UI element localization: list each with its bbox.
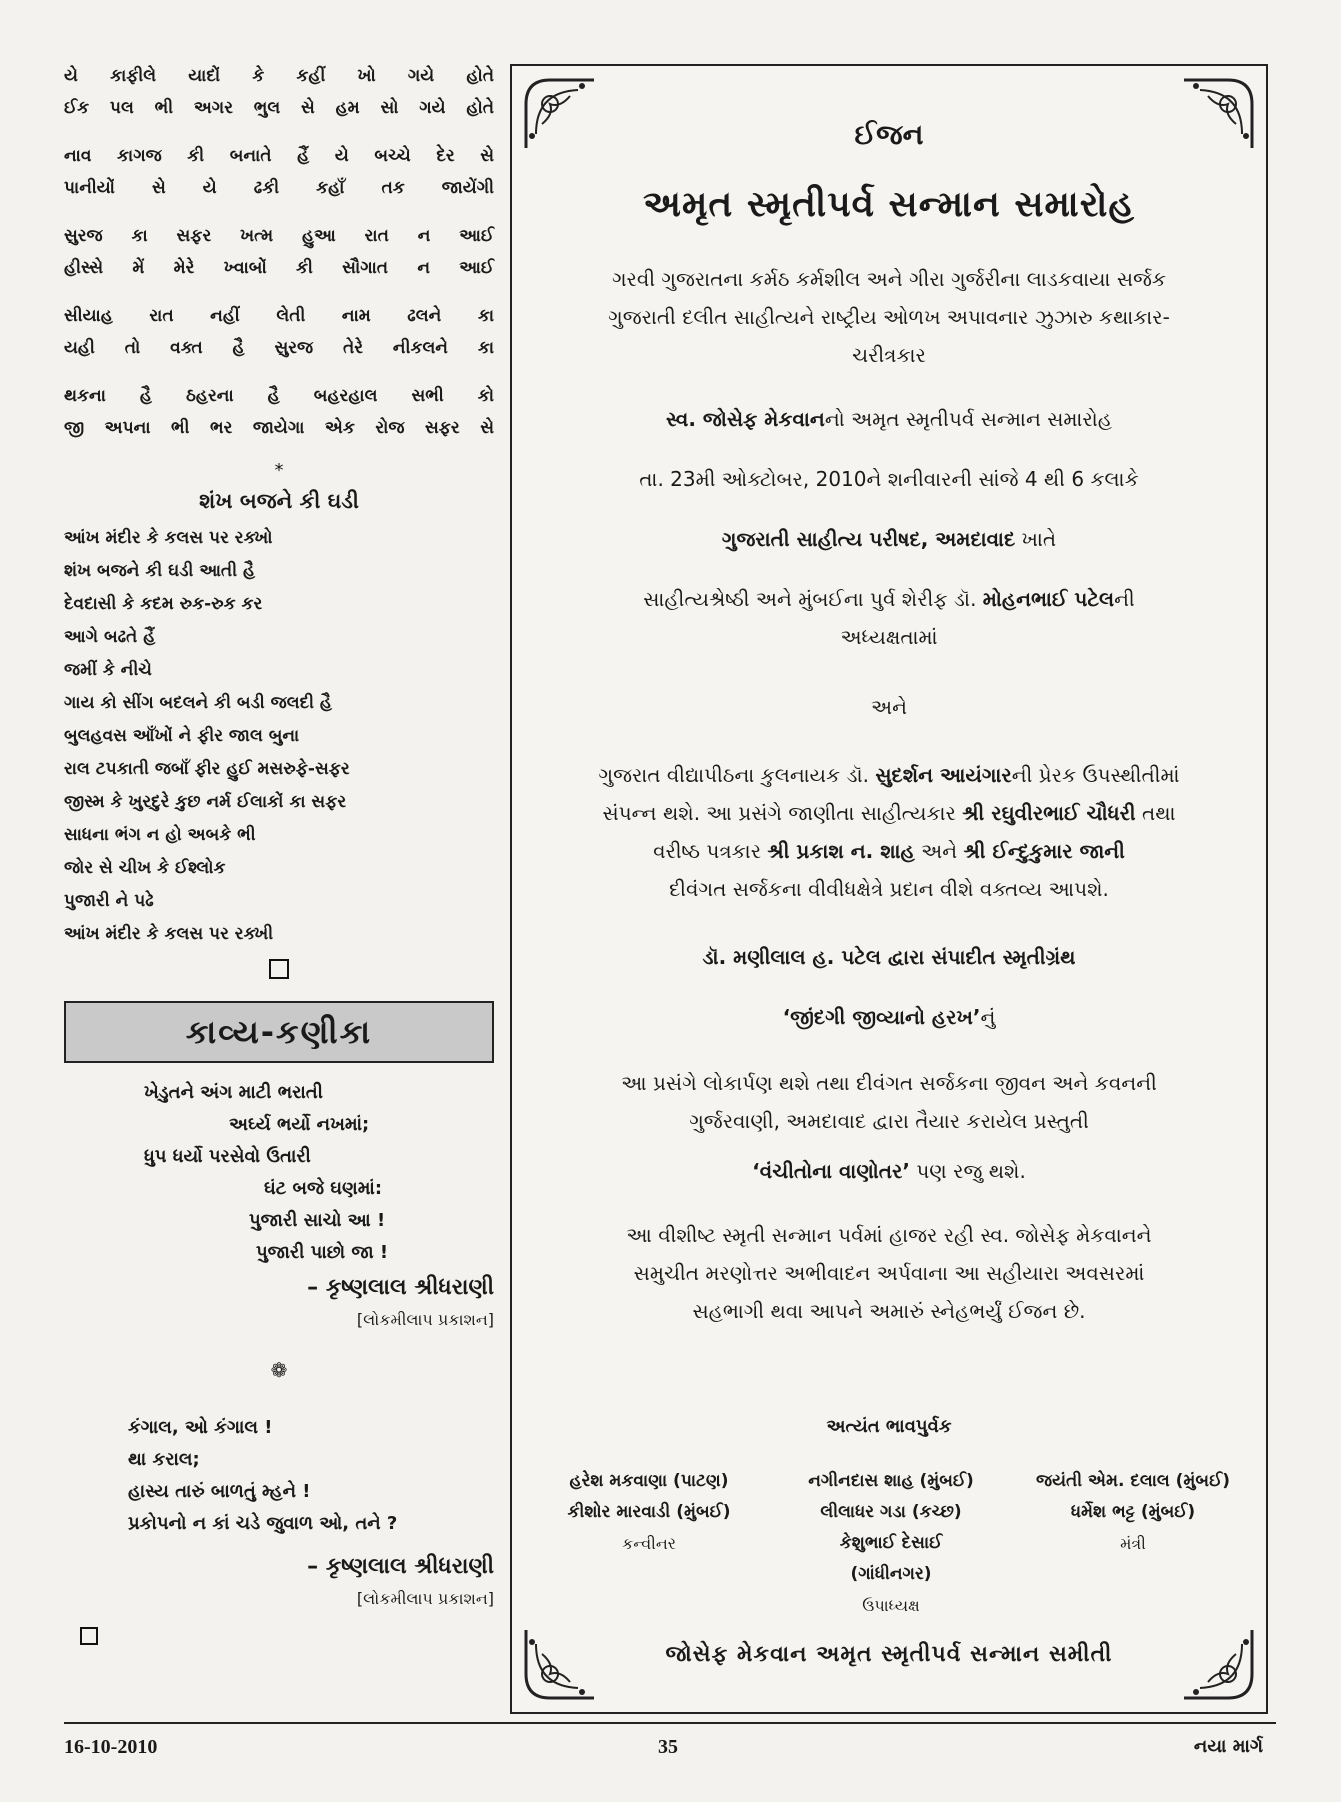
launch-paragraph [512,1064,1266,1140]
poem-line: પુજારી ને પઢે [64,891,154,911]
author-name-1: – કૃષ્ણલાલ શ્રીધરાણી [307,1275,494,1300]
couplet-line: ઈક પલ ભી અગર ભુલ સે હમ સો ગયે હોતે [64,98,494,118]
signatory-name: નગીનદાસ શાહ (મુંબઈ) [808,1471,974,1491]
kavya-line: પ્રકોપનો ન કાં ચડે જુવાળ ઓ, તને ? [128,1513,398,1534]
author-name-2: – કૃષ્ણલાલ શ્રીધરાણી [307,1554,494,1579]
closing-line-2: સમુચીત મરણોત્તર અભીવાદન અર્પવાના આ સહીયારા અવસરમાં [633,1261,1145,1285]
kavya-line: થા કરાલ; [128,1449,200,1470]
poem-line: ગાય કો સીંગ બદલને કી બડી જલદી હૈ [64,693,332,713]
ghazal-section [64,60,494,444]
intro-line-3: ચરીત્રકાર [852,343,926,367]
flower-separator-icon: ❁ [270,1358,288,1382]
poem-line: દેવદાસી કે કદમ રુક-રુક કર [64,594,263,614]
chair-pre: સાહીત્યશ્રેષ્ઠી અને મુંબઈના પુર્વ શેરીફ ડૉ. [643,587,983,611]
show-title: ‘વંચીતોના વાણોતર’ [752,1159,910,1183]
couplet [64,380,494,444]
closing-line-1: આ વીશીષ્ટ સ્મૃતી સન્માન પર્વમાં હાજર રહી સ્વ. જોસેફ મેકવાનને [626,1223,1152,1247]
p3-pre: વરીષ્ઠ પત્રકાર [653,839,768,863]
venue-rest: ખાતે [1015,527,1057,551]
show-rest: પણ રજુ થશે. [909,1159,1026,1183]
kavya-poem-2 [64,1412,494,1540]
kavya-line: પુજારી સાચો આ ! [249,1210,386,1231]
signatory-name: કેશુભાઈ દેસાઈ [839,1533,943,1553]
couplet [64,60,494,124]
footer-date: 16-10-2010 [64,1736,158,1758]
signatory-name: લીલાધર ગડા (કચ્છ) [820,1502,962,1522]
poem-line: આંખ મંદીર કે કલસ પર રક્ખો [64,528,273,548]
couplet-line: સુરજ કા સફર ખત્મ હુઆ રાત ન આઈ [64,226,494,246]
p1-pre: ગુજરાત વીદ્યાપીઠના કુલનાયક ડૉ. [598,763,876,787]
couplet-line: યહી તો વક્ત હૈ સુરજ તેરે નીકલને કા [64,338,494,358]
couplet-line: પાનીયોં સે યે ઢકી કહાઁ તક જાયેંગી [64,178,494,198]
couplet [64,220,494,284]
launch-line-1: આ પ્રસંગે લોકાર્પણ થશે તથા દીવંગત સર્જકના જીવન અને કવનની [621,1071,1157,1095]
invitation-box [510,64,1268,1714]
signatory-role: ઉપાધ્યક્ષ [862,1596,920,1615]
signatories [532,1466,1250,1621]
book-title: ‘જીંદગી જીવ્યાનો હરખ’ [782,1005,981,1029]
publisher-2: [લોકમીલાપ પ્રકાશન] [356,1589,494,1608]
signatories-heading: અત્યંત ભાવપુર્વક [826,1416,952,1437]
kavya-kanika-heading: કાવ્ય-કણીકા [64,1001,494,1063]
chair-line [512,580,1266,656]
couplet [64,140,494,204]
show-line [512,1152,1266,1190]
chair-line-2: અધ્યક્ષતામાં [840,625,938,649]
signatory-name: કીશોર મારવાડી (મુંબઈ) [567,1502,731,1522]
honoree-name: સ્વ. જોસેફ મેકવાન [666,407,825,431]
p3-name-1: શ્રી પ્રકાશ ન. શાહ [767,839,915,863]
p3-name-2: શ્રી ઈન્દુકુમાર જાની [963,839,1125,863]
end-square-icon [269,959,289,979]
poem-line: સાધના ભંગ ન હો અબકે ભી [64,825,256,845]
invitation-title: અમૃત સ્મૃતીપર્વ સન્માન સમારોહ [643,184,1135,225]
p1-name: સુદર્શન આયંગાર [875,763,1012,787]
chair-post: ની [1114,587,1135,611]
couplet-line: હીસ્સે મેં મેરે ખ્વાબોં કી સૌગાત ન આઈ [64,258,494,278]
venue-line [512,520,1266,558]
poem-line: બુલહવસ આઁખોં ને ફીર જાલ બુના [64,726,300,746]
kavya-line: પુજારી પાછો જા ! [256,1242,389,1263]
couplet [64,300,494,364]
intro-line-2: ગુજરાતી દલીત સાહીત્યને રાષ્ટ્રીય ઓળખ અપાવનાર ઝુઝારુ કથાકાર- [608,305,1170,329]
invitation-heading: ઈજન [854,118,924,151]
signatory-column-vice-president [774,1466,1008,1621]
closing-paragraph [512,1216,1266,1330]
p2-post: તથા [1135,801,1176,825]
intro-line-1: ગરવી ગુજરાતના કર્મઠ કર્મશીલ અને ગીરા ગુર્જરીના લાડકવાયા સર્જક [611,267,1167,291]
poem-line: જમીં કે નીચે [64,660,152,680]
editor-line: ડૉ. મણીલાલ હ. પટેલ દ્વારા સંપાદીત સ્મૃતીગ્રંથ [702,945,1076,969]
signatory-name: જયંતી એમ. દલાલ (મુંબઈ) [1036,1471,1230,1491]
p3-mid: અને [914,839,964,863]
p4-line: દીવંગત સર્જકના વીવીધક્ષેત્રે પ્રદાન વીશે વક્તવ્ય આપશે. [669,877,1109,901]
signatory-role: કન્વીનર [621,1534,677,1553]
book-line [512,998,1266,1036]
book-rest: નું [980,1005,996,1029]
signatory-name: ધર્મેશ ભટ્ટ (મુંબઈ) [1070,1502,1196,1522]
kavya-poem-1 [64,1077,494,1269]
left-column [64,60,494,1645]
poem-line: આગે બઢતે હૈં [64,627,156,647]
poem-line: જોર સે ચીખ કે ઈશ્લોક [64,858,226,878]
poem-title: શંખ બજને કી ઘડી [199,489,359,513]
footer-divider [64,1722,1276,1724]
closing-line-3: સહભાગી થવા આપને અમારું સ્નેહભર્યું ઈજન છે. [692,1299,1086,1323]
signatory-name: (ગાંધીનગર) [850,1564,932,1584]
magazine-name: નયા માર્ગ [1193,1736,1263,1757]
venue-name: ગુજરાતી સાહીત્ય પરીષદ, અમદાવાદ [721,527,1016,551]
poem-line: શંખ બજને કી ઘડી આતી હૈ [64,561,256,581]
chair-name: મોહનભાઈ પટેલ [982,587,1115,611]
kavya-line: કંગાલ, ઓ કંગાલ ! [128,1417,273,1438]
kavya-line: અર્ઘ્ય ભર્યો નખમાં; [229,1114,370,1135]
kavya-line: ઘંટ બજે ઘણમાં: [264,1178,383,1199]
publisher-1: [લોકમીલાપ પ્રકાશન] [356,1310,494,1329]
kavya-line: ધુપ ધર્યો પરસેવો ઉતારી [144,1146,311,1167]
page-number: 35 [658,1736,678,1758]
p2-pre: સંપન્ન થશે. આ પ્રસંગે જાણીતા સાહીત્યકાર [602,801,963,825]
signatory-column-secretary [1016,1466,1250,1621]
couplet-line: યે કાફીલે યાદોં કે કહીં ખો ગયે હોતે [64,66,494,86]
signatory-role: મંત્રી [1120,1534,1146,1553]
couplet-line: નાવ કાગજ કી બનાતે હૈં યે બચ્ચે દેર સે [64,146,494,166]
kavya-line: હાસ્ય તારું બાળતું મ્હને ! [128,1481,311,1502]
kavya-line: ખેડુતને અંગ માટી ભરાતી [144,1082,323,1103]
launch-line-2: ગુર્જરવાણી, અમદાવાદ દ્વારા તૈયાર કરાયેલ પ્રસ્તુતી [689,1109,1089,1133]
signatory-name: હરેશ મકવાણા (પાટણ) [569,1471,729,1491]
committee-name: જોસેફ મેકવાન અમૃત સ્મૃતીપર્વ સન્માન સમીતી [665,1642,1113,1667]
p1-post: ની પ્રેરક ઉપસ્થીતીમાં [1011,763,1180,787]
presence-paragraph [512,756,1266,908]
intro-text [512,260,1266,374]
p2-name: શ્રી રઘુવીરભાઈ ચૌધરી [962,801,1136,825]
poem-line: જીસ્મ કે ખુરદુરે કુછ નર્મ ઈલાકોં કા સફર [64,792,347,812]
poem-line: રાલ ટપકાતી જબાઁ ફીર હુઈ મસરુફે-સફર [64,759,350,779]
couplet-line: સીયાહ રાત નહીં લેતી નામ ઢલને કા [64,306,494,326]
poem-line: આંખ મંદીર કે કલસ પર રક્ખી [64,924,274,944]
event-date: તા. 23મી ઓક્ટોબર, 2010ને શનીવારની સાંજે 4 થી 6 કલાકે [639,467,1139,491]
couplet-line: થકના હૈ ઠહરના હૈ બહરહાલ સભી કો [64,386,494,406]
honoree-rest: નો અમૃત સ્મૃતીપર્વ સન્માન સમારોહ [824,407,1112,431]
honoree-line [512,400,1266,438]
poem-body [64,522,494,951]
end-square-icon-2 [80,1627,98,1645]
and-word: અને [871,695,907,719]
signatory-column-convener [532,1466,766,1621]
separator-star: * [274,460,284,481]
couplet-line: જી અપના ભી ભર જાયેગા એક રોજ સફર સે [64,418,494,438]
